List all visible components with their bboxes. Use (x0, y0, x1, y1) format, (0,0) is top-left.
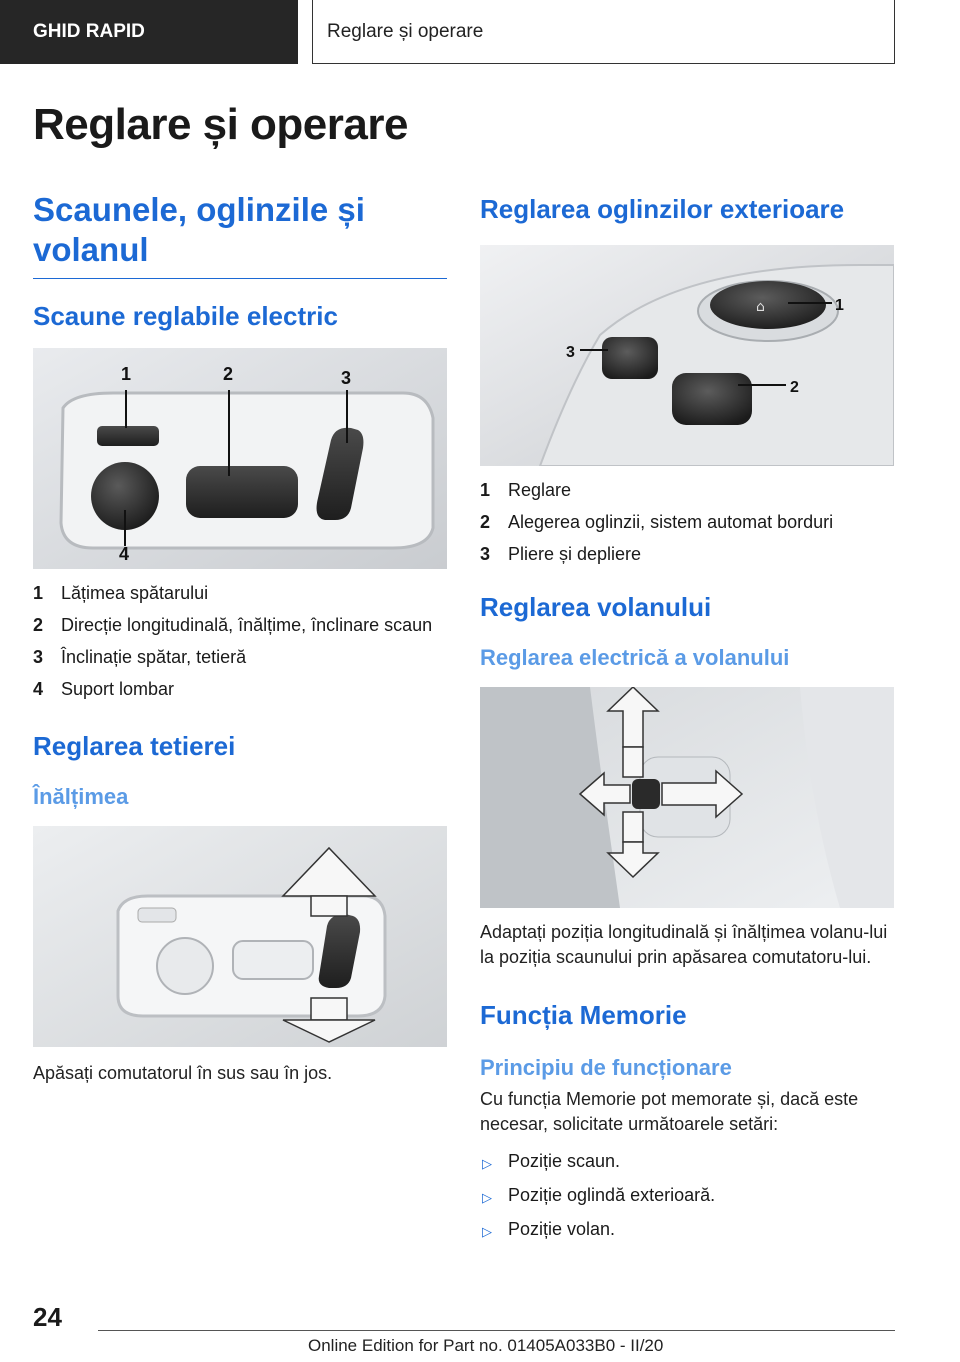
list-item: ▷ Poziție oglindă exterioară. (480, 1183, 894, 1207)
section-tab: GHID RAPID (0, 0, 298, 64)
svg-text:⌂: ⌂ (756, 299, 765, 315)
list-item: 3 Înclinație spătar, tetieră (33, 647, 247, 667)
list-item: 4 Suport lombar (33, 679, 175, 699)
steering-heading: Reglarea volanului (480, 592, 712, 622)
section-heading-block (33, 190, 447, 279)
seat-controls-figure (33, 348, 447, 569)
memory-heading: Funcția Memorie (480, 1000, 687, 1030)
callout-2: 2 (223, 364, 234, 384)
list-item: 3 Pliere și depliere (480, 544, 642, 564)
seat-controls-illustration (33, 348, 447, 569)
headrest-subheading: Înălțimea (33, 784, 129, 809)
callout-3: 3 (341, 368, 352, 388)
list-item: 1 Reglare (480, 480, 572, 500)
steering-subheading: Reglarea electrică a volanului (480, 645, 790, 670)
header-title: Reglare și operare (312, 0, 895, 64)
mirror-legend-list (480, 478, 894, 566)
page-header (0, 0, 960, 66)
list-item: ▷ Poziție volan. (480, 1217, 894, 1241)
memory-subheading: Principiu de funcționare (480, 1055, 732, 1080)
page-title: Reglare și operare (33, 100, 408, 149)
steering-figure (480, 687, 894, 908)
list-item: 2 Direcție longitudinală, înălțime, înclinare scaun (33, 615, 433, 635)
footer-edition: Online Edition for Part no. 01405A033B0 - II/20 (308, 1336, 664, 1355)
mirrors-heading: Reglarea oglinzilor exterioare (480, 194, 845, 224)
seat-legend-list (33, 581, 447, 701)
page-number: 24 (33, 1302, 62, 1332)
triangle-bullet-icon: ▷ (482, 1190, 492, 1205)
callout-4: 4 (119, 544, 130, 564)
seats-heading: Scaune reglabile electric (33, 301, 338, 331)
footer-divider (98, 1330, 895, 1331)
callout-2: 2 (790, 379, 799, 396)
memory-bullet-list (480, 1149, 894, 1241)
headrest-caption: Apăsați comutatorul în sus sau în jos. (33, 1063, 333, 1083)
triangle-bullet-icon: ▷ (482, 1224, 492, 1239)
steering-caption: Adaptați poziția longitudinală și înălțimea volanu-lui la poziția scaunului prin apăsarea comutatoru-lui. (480, 922, 888, 967)
headrest-illustration (33, 826, 447, 1047)
mirror-controls-illustration (480, 245, 894, 466)
memory-intro: Cu funcția Memorie pot memorate și, dacă este necesar, solicitate următoarele setări: (480, 1089, 859, 1134)
headrest-figure (33, 826, 447, 1047)
callout-1: 1 (835, 297, 844, 314)
section-heading: Scaunele, oglinzile și volanul (33, 191, 365, 268)
headrest-heading: Reglarea tetierei (33, 731, 236, 761)
callout-3: 3 (566, 344, 575, 361)
list-item: 2 Alegerea oglinzii, sistem automat borduri (480, 512, 834, 532)
steering-illustration (480, 687, 894, 908)
list-item: 1 Lățimea spătarului (33, 583, 209, 603)
mirror-controls-figure (480, 245, 894, 466)
right-column (480, 190, 894, 1251)
triangle-bullet-icon: ▷ (482, 1156, 492, 1171)
callout-1: 1 (121, 364, 132, 384)
left-column (33, 190, 447, 1086)
list-item: ▷ Poziție scaun. (480, 1149, 894, 1173)
